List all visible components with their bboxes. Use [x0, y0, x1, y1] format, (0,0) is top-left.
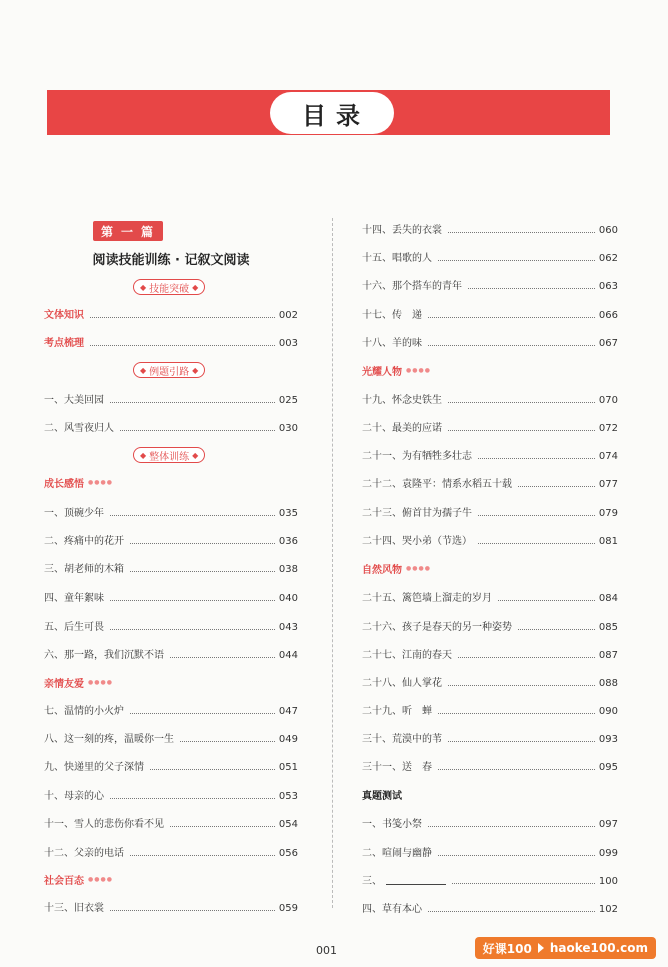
toc-entry[interactable]: [44, 503, 298, 519]
toc-entry[interactable]: [362, 843, 618, 859]
section-header: [362, 561, 431, 576]
dot-leader: [130, 571, 275, 572]
entry-page: 054: [278, 819, 298, 830]
entry-label: 二十八、仙人掌花: [362, 678, 442, 689]
entry-label: 八、这一刻的疼，温暖你一生: [44, 734, 174, 745]
column-divider: [332, 218, 333, 908]
entry-label: 三、: [362, 876, 382, 887]
section-header: [44, 675, 113, 690]
entry-page: 102: [598, 904, 618, 915]
pill-skills: [133, 279, 205, 295]
toc-entry[interactable]: [44, 843, 298, 859]
toc-entry[interactable]: [362, 390, 618, 406]
page-title: 目录: [270, 92, 394, 134]
entry-page: 085: [598, 622, 618, 633]
entry-label: 十四、丢失的衣裳: [362, 225, 442, 236]
watermark-brand: 好课100: [482, 941, 532, 956]
entry-label: 十二、父亲的电话: [44, 848, 124, 859]
dot-leader: [438, 769, 595, 770]
entry-page: 063: [598, 281, 618, 292]
section-name: 成长感悟: [44, 479, 84, 490]
dot-leader: [110, 600, 275, 601]
toc-entry[interactable]: [362, 418, 618, 434]
arrow-right-icon: [538, 943, 544, 953]
entry-page: 051: [278, 762, 298, 773]
part-title: 阅读技能训练 · 记叙文阅读: [92, 253, 250, 268]
toc-entry[interactable]: [362, 248, 618, 264]
dot-leader: [448, 232, 595, 233]
dot-leader: [180, 741, 275, 742]
entry-page: 087: [598, 650, 618, 661]
dots-icon: ●●●●: [406, 367, 431, 374]
dot-leader: [150, 769, 275, 770]
entry-page: 066: [598, 310, 618, 321]
dot-leader: [110, 629, 275, 630]
toc-entry[interactable]: [362, 305, 618, 321]
toc-entry[interactable]: [44, 701, 298, 717]
dot-leader: [478, 515, 595, 516]
dots-icon: ●●●●: [88, 479, 113, 486]
entry-page: 044: [278, 650, 298, 661]
pill-overall-label: 整体训练: [149, 451, 190, 463]
dot-leader: [428, 826, 595, 827]
entry-label: 一、书笺小祭: [362, 819, 422, 830]
entry-label: 二十五、篱笆墙上溜走的岁月: [362, 593, 492, 604]
dot-leader: [448, 685, 595, 686]
entry-label: 六、那一路，我们沉默不语: [44, 650, 164, 661]
toc-entry[interactable]: [44, 617, 298, 633]
dot-leader: [110, 515, 275, 516]
toc-entry[interactable]: [362, 871, 618, 887]
entry-page: 084: [598, 593, 618, 604]
entry-page: 079: [598, 508, 618, 519]
dots-icon: ●●●●: [88, 876, 113, 883]
entry-label: 四、草有本心: [362, 904, 422, 915]
entry-label: 五、后生可畏: [44, 622, 104, 633]
toc-entry[interactable]: [362, 446, 618, 462]
entry-label: 二十三、俯首甘为孺子牛: [362, 508, 472, 519]
entry-page: 088: [598, 678, 618, 689]
section-name: 光耀人物: [362, 367, 402, 378]
entry-page: 074: [598, 451, 618, 462]
entry-page: 002: [278, 310, 298, 321]
toc-entry[interactable]: [362, 220, 618, 236]
entry-label: 一、顶碗少年: [44, 508, 104, 519]
entry-page: 056: [278, 848, 298, 859]
pill-examples: [133, 362, 205, 378]
toc-entry[interactable]: [362, 617, 618, 633]
entry-label: 二十六、孩子是春天的另一种姿势: [362, 622, 512, 633]
entry-label: 七、温情的小火炉: [44, 706, 124, 717]
entry-label: 考点梳理: [44, 338, 84, 349]
toc-entry[interactable]: [362, 701, 618, 717]
dot-leader: [130, 855, 275, 856]
section-header-test: 真题测试: [362, 791, 402, 802]
entry-label: 十六、那个搭车的青年: [362, 281, 462, 292]
entry-page: 097: [598, 819, 618, 830]
entry-page: 090: [598, 706, 618, 717]
title-blank-line: [386, 884, 446, 885]
entry-label: 九、快递里的父子深情: [44, 762, 144, 773]
entry-page: 043: [278, 622, 298, 633]
entry-page: 081: [598, 536, 618, 547]
dot-leader: [478, 543, 595, 544]
toc-entry[interactable]: [44, 729, 298, 745]
dot-leader: [130, 543, 275, 544]
entry-page: 060: [598, 225, 618, 236]
pill-overall: [133, 447, 205, 463]
toc-entry[interactable]: [44, 390, 298, 406]
toc-entry[interactable]: [362, 899, 618, 915]
dot-leader: [448, 741, 595, 742]
toc-entry[interactable]: [362, 673, 618, 689]
entry-label: 二十九、听 蝉: [362, 706, 432, 717]
entry-label: 二十二、袁隆平：情系水稻五十载: [362, 479, 512, 490]
entry-label: 二十一、为有牺牲多壮志: [362, 451, 472, 462]
section-name: 自然风物: [362, 565, 402, 576]
entry-label: 三十、荒漠中的苇: [362, 734, 442, 745]
dot-leader: [458, 657, 595, 658]
dot-leader: [448, 430, 595, 431]
diamond-icon: ◆: [192, 450, 199, 460]
toc-entry[interactable]: [44, 786, 298, 802]
toc-entry[interactable]: [44, 645, 298, 661]
entry-label: 三十一、送 春: [362, 762, 432, 773]
dot-leader: [518, 486, 595, 487]
entry-label: 一、大美回园: [44, 395, 104, 406]
entry-label: 二十七、江南的春天: [362, 650, 452, 661]
dot-leader: [478, 458, 595, 459]
entry-page: 095: [598, 762, 618, 773]
entry-label: 四、童年絮味: [44, 593, 104, 604]
entry-label: 三、胡老师的木箱: [44, 564, 124, 575]
pill-skills-label: 技能突破: [149, 283, 190, 295]
entry-page: 040: [278, 593, 298, 604]
section-header: [44, 872, 113, 887]
section-name: 社会百态: [44, 876, 84, 887]
dot-leader: [452, 883, 595, 884]
toc-entry[interactable]: [362, 333, 618, 349]
dot-leader: [110, 798, 275, 799]
toc-entry[interactable]: [44, 559, 298, 575]
toc-entry[interactable]: [44, 588, 298, 604]
entry-page: 067: [598, 338, 618, 349]
dot-leader: [90, 317, 275, 318]
toc-entry[interactable]: [362, 729, 618, 745]
diamond-icon: ◆: [192, 365, 199, 375]
dots-icon: ●●●●: [406, 565, 431, 572]
entry-page: 093: [598, 734, 618, 745]
toc-entry[interactable]: [44, 333, 298, 349]
watermark-badge: [475, 937, 656, 959]
section-header: [44, 475, 113, 490]
dot-leader: [438, 713, 595, 714]
dot-leader: [428, 345, 595, 346]
toc-entry[interactable]: [44, 898, 298, 914]
entry-label: 十九、怀念史铁生: [362, 395, 442, 406]
dot-leader: [448, 402, 595, 403]
dot-leader: [428, 317, 595, 318]
entry-page: 059: [278, 903, 298, 914]
entry-label: 十八、羊的味: [362, 338, 422, 349]
dot-leader: [468, 288, 595, 289]
dot-leader: [170, 826, 275, 827]
diamond-icon: ◆: [140, 365, 147, 375]
page-number: 001: [316, 944, 337, 957]
toc-entry[interactable]: [44, 814, 298, 830]
entry-label: 文体知识: [44, 310, 84, 321]
entry-page: 049: [278, 734, 298, 745]
entry-page: 100: [598, 876, 618, 887]
entry-page: 038: [278, 564, 298, 575]
entry-page: 047: [278, 706, 298, 717]
dot-leader: [130, 713, 275, 714]
diamond-icon: ◆: [192, 282, 199, 292]
part-badge: 第一篇: [93, 221, 163, 241]
entry-page: 099: [598, 848, 618, 859]
entry-page: 003: [278, 338, 298, 349]
toc-entry[interactable]: [362, 276, 618, 292]
diamond-icon: ◆: [140, 282, 147, 292]
toc-entry[interactable]: [44, 305, 298, 321]
toc-entry[interactable]: [362, 588, 618, 604]
toc-entry[interactable]: [362, 474, 618, 490]
dot-leader: [110, 402, 275, 403]
section-header: [362, 363, 431, 378]
pill-examples-label: 例题引路: [149, 366, 190, 378]
dot-leader: [428, 911, 595, 912]
toc-entry[interactable]: [362, 757, 618, 773]
entry-page: 077: [598, 479, 618, 490]
toc-entry[interactable]: [362, 645, 618, 661]
dot-leader: [170, 657, 275, 658]
entry-page: 072: [598, 423, 618, 434]
dot-leader: [438, 855, 595, 856]
dot-leader: [518, 629, 595, 630]
toc-entry[interactable]: [44, 531, 298, 547]
entry-label: 二十四、哭小弟（节选）: [362, 536, 472, 547]
entry-label: 十一、雪人的悲伤你看不见: [44, 819, 164, 830]
entry-label: 十三、旧衣裳: [44, 903, 104, 914]
entry-label: 十、母亲的心: [44, 791, 104, 802]
entry-page: 025: [278, 395, 298, 406]
toc-entry[interactable]: [44, 757, 298, 773]
entry-page: 035: [278, 508, 298, 519]
diamond-icon: ◆: [140, 450, 147, 460]
toc-entry[interactable]: [362, 531, 618, 547]
dot-leader: [90, 345, 275, 346]
entry-label: 十五、唱歌的人: [362, 253, 432, 264]
dots-icon: ●●●●: [88, 679, 113, 686]
entry-page: 062: [598, 253, 618, 264]
entry-label: 二、风雪夜归人: [44, 423, 114, 434]
toc-entry[interactable]: [362, 503, 618, 519]
entry-page: 036: [278, 536, 298, 547]
watermark-url: haoke100.com: [549, 941, 648, 955]
entry-label: 二、疼痛中的花开: [44, 536, 124, 547]
entry-page: 053: [278, 791, 298, 802]
entry-label: 二十、最美的应诺: [362, 423, 442, 434]
dot-leader: [438, 260, 595, 261]
entry-label: 十七、传 递: [362, 310, 422, 321]
entry-page: 030: [278, 423, 298, 434]
section-name: 亲情友爱: [44, 679, 84, 690]
dot-leader: [498, 600, 595, 601]
dot-leader: [110, 910, 275, 911]
entry-label: 二、喧闹与幽静: [362, 848, 432, 859]
toc-entry[interactable]: [44, 418, 298, 434]
entry-page: 070: [598, 395, 618, 406]
toc-entry[interactable]: [362, 814, 618, 830]
dot-leader: [120, 430, 275, 431]
